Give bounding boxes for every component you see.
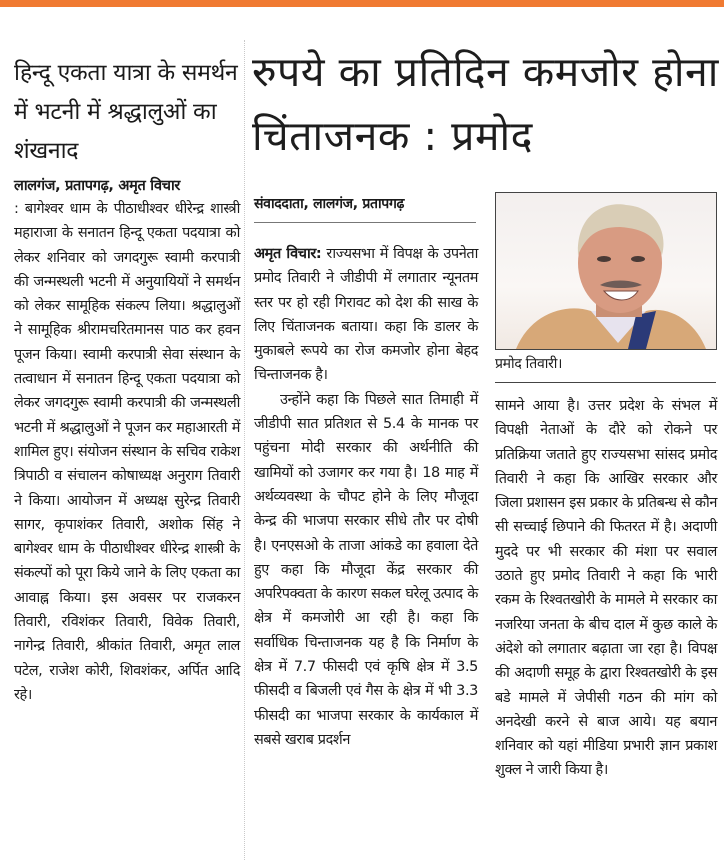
main-story-column-1 [254,242,478,752]
left-story-headline: हिन्दू एकता यात्रा के समर्थन में भटनी में श्रद्धालुओं का शंखनाद [14,60,238,164]
left-story-dateline: लालगंज, प्रतापगढ़, अमृत विचार [14,178,181,194]
photo-caption: प्रमोद तिवारी। [495,356,563,372]
main-story-continuation: सामने आया है। उत्तर प्रदेश के संभल में विपक्षी नेताओं के दौरे को रोकने पर प्रतिक्रिया जताते हुए राज्यसभा सांसद प्रमोद तिवारी ने कहा कि आखिर सरकार और जिला प्रशासन इस प्रकार के प्रतिबन्ध से कौन सी सच्चाई छिपाने की फितरत में है। अदाणी मुददे पर भी सरकार की मंशा पर सवाल उठाते हुए प्रमोद तिवारी ने कहा कि भारी रकम के रिश्वतखोरी के मामले मे सरकार का नजरिया जनता के बीच दाल में कुछ काले के अंदेशे को लगातार बढ़ाता जा रहा है। विपक्ष की अदाणी समूह के द्वारा रिश्वतखोरी के इस बडे मामले में जेपीसी गठन की मांग को अनदेखी करने से बाज आये। यह बयान शनिवार को यहां मीडिया प्रभारी ज्ञान प्रकाश शुक्ल ने जारी किया है। [495,398,717,779]
left-story-body: : बागेश्वर धाम के पीठाधीश्वर धीरेन्द्र शास्त्री महाराजा के सनातन हिन्दू एकता पदयात्रा को लेकर शनिवार को जगदगुरू स्वामी करपात्री की जन्मस्थली भटनी में अनुयायियों ने समर्थन को लेकर सामूहिक संकल्प लिया। श्रद्धालुओं ने सामूहिक श्रीरामचरितमानस पाठ कर हवन पूजन किया। स्वामी करपात्री सेवा संस्थान के तत्वाधान में सनातन हिन्दू एकता पदयात्रा को लेकर जगदगुरू स्वामी करपात्री की जन्मस्थली भटनी में श्रद्धालुओं ने पूजन कर महाआरती में शामिल हुए। संयोजन संस्थान के सचिव राकेश त्रिपाठी व संचालन कोषाध्यक्ष अनुराग तिवारी ने किया। आयोजन में अध्यक्ष सुरेन्द्र तिवारी सागर, कृपाशंकर तिवारी, अशोक सिंह ने बागेश्वर धाम के पीठाधीश्वर धीरेन्द्र शास्त्री के संकल्पों को पूरा किये जाने के लिए एकता का आवाह्न किया। इस अवसर पर राजकरन तिवारी, रविशंकर तिवारी, विवेक तिवारी, नागेन्द्र तिवारी, श्रीकांत तिवारी, अमृत लाल पटेल, राजेश कोरी, शिवशंकर, अर्पित आदि रहे। [14,201,240,703]
top-accent-bar [0,0,724,7]
left-story [14,54,240,707]
main-story-column-2 [495,394,717,783]
portrait-illustration [496,193,716,349]
column-divider [244,40,245,860]
main-story-lead-label: अमृत विचार: [254,246,322,262]
portrait-photo [495,192,717,350]
main-story-paragraph-1 [254,242,478,388]
main-story-para1-text: राज्यसभा में विपक्ष के उपनेता प्रमोद तिवारी ने जीडीपी में लगातार न्यूनतम स्तर पर हो रही गिरावट को देश की साख के लिए चिंताजनक बताया। कहा कि डालर के मुकाबले रूपये का रोज कमजोर होना बेहद चिन्ताजनक है। [254,246,478,384]
main-story-paragraph-2: उन्होंने कहा कि पिछले सात तिमाही में जीडीपी सात प्रतिशत से 5.4 के मानक पर पहुंचना मोदी सरकार की अर्थनीति की खामियों को उजागर कर गया है। 18 माह में अर्थव्यवस्था के चौपट होने के लिए मौजूदा केन्द्र की भाजपा सरकार सीधे तौर पर दोषी है। एनएसओ के ताजा आंकडे का हवाला देते हुए कहा कि मौजूदा केंद्र सरकार की अपरिपक्वता के कारण सकल घरेलू उत्पाद के क्षेत्र में कमजोरी आ रही है। कहा कि सर्वाधिक चिन्ताजनक यह है कि निर्माण के क्षेत्र में 7.7 फीसदी एवं कृषि क्षेत्र में 3.5 फीसदी व बिजली एवं गैस के क्षेत्र में भी 3.3 फीसदी का भाजपा सरकार के कार्यकाल में सबसे खराब प्रदर्शन [254,391,478,748]
caption-divider [495,382,716,383]
main-story-byline: संवाददाता, लालगंज, प्रतापगढ़ [254,194,476,223]
main-story-headline: रुपये का प्रतिदिन कमजोर होना चिंताजनक : प्रमोद [252,48,719,160]
